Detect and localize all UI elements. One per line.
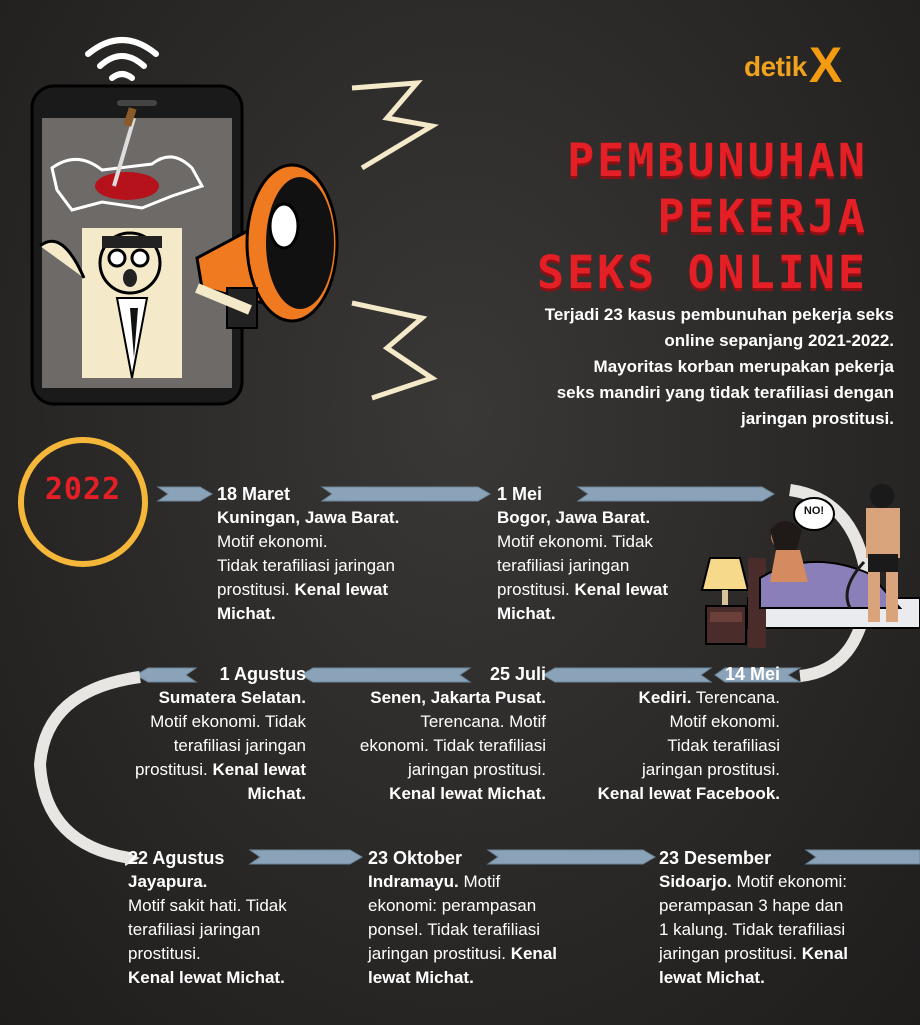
event-23-oktober: 23 Oktober Indramayu. Motif ekonomi: perampasan ponsel. Tidak terafiliasi jaringan prostitusi. Kenal lewat Michat. [368, 848, 557, 987]
title-line-1: PEMBUNUHAN [567, 134, 868, 187]
title-line-3: SEKS ONLINE [536, 246, 868, 299]
event-14-mei: 14 Mei Kediri. Terencana. Motif ekonomi. Tidak terafiliasi jaringan prostitusi. Kenal lewat Facebook. [597, 664, 780, 803]
event-1-mei: 1 Mei Bogor, Jawa Barat. Motif ekonomi. Tidak terafiliasi jaringan prostitusi. Kenal lewat Michat. [497, 484, 669, 623]
event-18-maret: 18 Maret Kuningan, Jawa Barat. Motif ekonomi. Tidak terafiliasi jaringan prostitusi. Kenal lewat Michat. [217, 484, 400, 623]
detikx-logo: detikX [744, 37, 842, 93]
event-1-agustus: 1 Agustus Sumatera Selatan. Motif ekonomi. Tidak terafiliasi jaringan prostitusi. Kenal lewat Michat. [134, 664, 306, 803]
year-label: 2022 [44, 472, 122, 507]
event-23-desember: 23 Desember Sidoarjo. Motif ekonomi: perampasan 3 hape dan 1 kalung. Tidak terafiliasi jaringan prostitusi. Kenal lewat Michat. [659, 848, 848, 987]
title-line-2: PEKERJA [657, 190, 868, 243]
intro-paragraph: Terjadi 23 kasus pembunuhan pekerja seks online sepanjang 2021-2022. Mayoritas korban merupakan pekerja seks mandiri yang tidak terafiliasi dengan jaringan prostitusi. [544, 305, 894, 428]
event-22-agustus: 22 Agustus Jayapura. Motif sakit hati. Tidak terafiliasi jaringan prostitusi. Kenal lewat Michat. [128, 848, 287, 987]
speech-bubble-text: NO! [803, 505, 825, 517]
event-25-juli: 25 Juli Senen, Jakarta Pusat. Terencana. Motif ekonomi. Tidak terafiliasi jaringan prostitusi. Kenal lewat Michat. [359, 664, 546, 803]
